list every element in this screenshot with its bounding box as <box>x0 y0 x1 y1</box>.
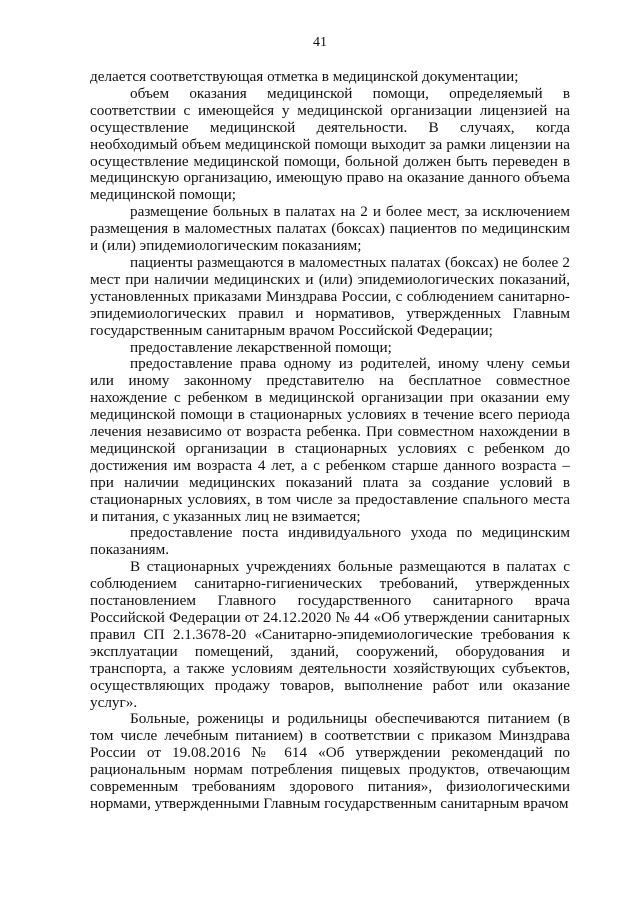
paragraph-drug-assistance: предоставление лекарственной помощи; <box>130 338 392 356</box>
paragraph-sanitary-requirements: В стационарных учреждениях больные размещаются в палатах с соблюдением санитарно-гигиенических требований, утвержденных постановлением Главного государственного санитарного врача Российской Федерации от 24.12.2020 № 44 «Об утверждении санитарных правил СП 2.1.3678-20 «Санитарно-эпидемиологические требования к эксплуатации помещений, зданий, сооружений, оборудования и транспорта, а также условиям деятельности хозяйствующих субъектов, осуществляющих продажу товаров, выполнение работ или оказание услуг». <box>90 558 570 711</box>
paragraph-ward-placement: размещение больных в палатах на 2 и более мест, за исключением размещения в маломестных палатах (боксах) пациентов по медицинским и (или) эпидемиологическим показаниям; <box>90 203 570 255</box>
paragraph-small-ward-placement: пациенты размещаются в маломестных палатах (боксах) не более 2 мест при наличии медицинских и (или) эпидемиологических показаний, установленных приказами Минздрава России, с соблюдением санитарно-эпидемиологических правил и нормативов, утвержденных Главным государственным санитарным врачом Российской Федерации; <box>90 253 570 339</box>
paragraph-medical-record-note: делается соответствующая отметка в медицинской документации; <box>90 68 519 85</box>
paragraph-license-scope: объем оказания медицинской помощи, определяемый в соответствии с имеющейся у медицинской организации лицензией на осуществление медицинской деятельности. В случаях, когда необходимый объем медицинской помощи выходит за рамки лицензии на осуществление медицинской помощи, больной должен быть переведен в медицинскую организацию, имеющую право на оказание данного объема медицинской помощи; <box>90 84 570 204</box>
page-number: 41 <box>313 35 327 50</box>
paragraph-nutrition: Больные, роженицы и родильницы обеспечиваются питанием (в том числе лечебным питанием) в соответствии с приказом Минздрава России от 19.08.2016 № 614 «Об утверждении рекомендаций по рациональным нормам потребления пищевых продуктов, отвечающим современным требованиям здорового питания», физиологическими нормами, утвержденными Главным государственным санитарным врачом <box>90 710 570 812</box>
paragraph-individual-care-post: предоставление поста индивидуального ухода по медицинским показаниям. <box>90 524 570 559</box>
document-body <box>90 69 570 813</box>
paragraph-parent-stay: предоставление права одному из родителей, иному члену семьи или иному законному представителю на бесплатное совместное нахождение с ребенком в медицинской организации при оказании ему медицинской помощи в стационарных условиях в течение всего периода лечения независимо от возраста ребенка. При совместном нахождении в медицинской организации в стационарных условиях с ребенком до достижения им возраста 4 лет, а с ребенком старше данного возраста – при наличии медицинских показаний плата за создание условий в стационарных условиях, в том числе за предоставление спального места и питания, с указанных лиц не взимается; <box>90 355 570 525</box>
